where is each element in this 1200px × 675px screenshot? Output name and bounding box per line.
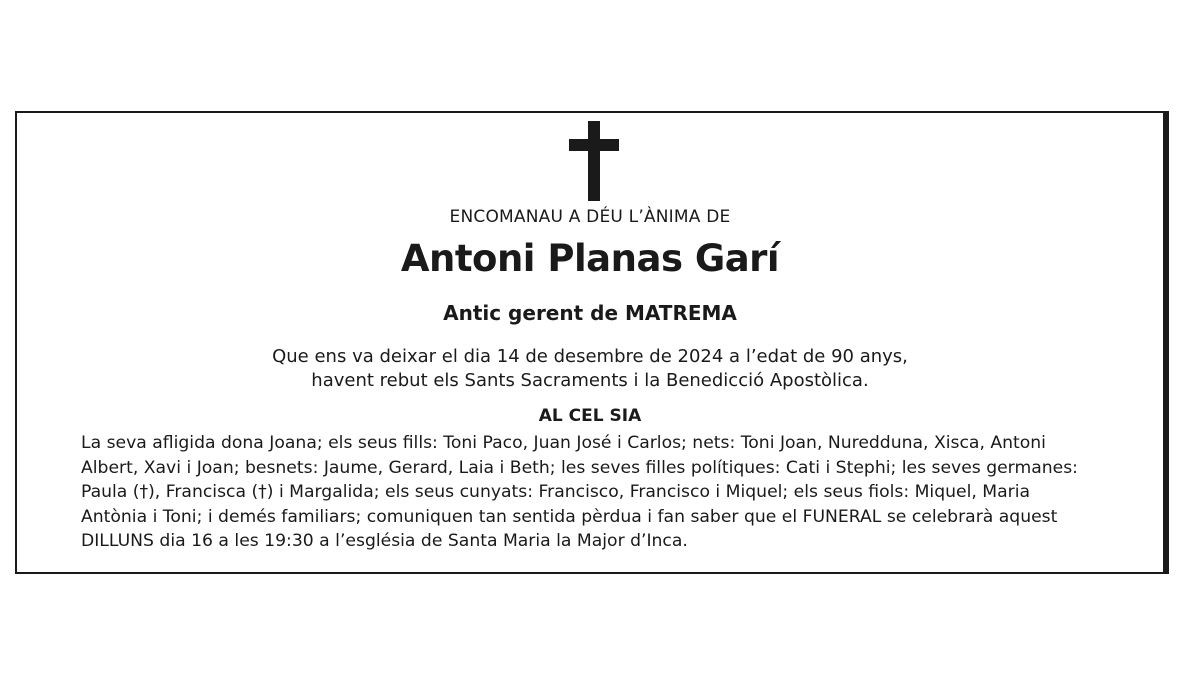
intro-line: ENCOMANAU A DÉU L’ÀNIMA DE <box>449 207 731 227</box>
family-paragraph <box>81 431 1111 554</box>
latin-cross-icon <box>569 121 619 201</box>
family-line: Albert, Xavi i Joan; besnets: Jaume, Gerard, Laia i Beth; les seves filles polítiques: Cati i Stephi; les seves germanes: <box>81 457 1078 478</box>
passing-line: havent rebut els Sants Sacraments i la Benedicció Apostòlica. <box>311 370 869 391</box>
family-line: DILLUNS dia 16 a les 19:30 a l’església de Santa Maria la Major d’Inca. <box>81 531 688 551</box>
deceased-name: Antoni Planas Garí <box>400 237 780 280</box>
deceased-role: Antic gerent de MATREMA <box>443 301 737 325</box>
family-line: La seva afligida dona Joana; els seus fills: Toni Paco, Juan José i Carlos; nets: Toni Joan, Nuredduna, Xisca, Antoni <box>81 433 1046 453</box>
passing-details <box>17 345 1163 393</box>
rip-heading: AL CEL SIA <box>538 406 642 426</box>
obituary-notice <box>15 111 1169 574</box>
passing-line: Que ens va deixar el dia 14 de desembre de 2024 a l’edat de 90 anys, <box>272 346 908 367</box>
family-line: Paula (†), Francisca (†) i Margalida; els seus cunyats: Francisco, Francisco i Miquel; els seus fiols: Miquel, Maria <box>81 482 1031 502</box>
family-line: Antònia i Toni; i demés familiars; comuniquen tan sentida pèrdua i fan saber que el FUNERAL se celebrarà aquest <box>81 506 1058 527</box>
